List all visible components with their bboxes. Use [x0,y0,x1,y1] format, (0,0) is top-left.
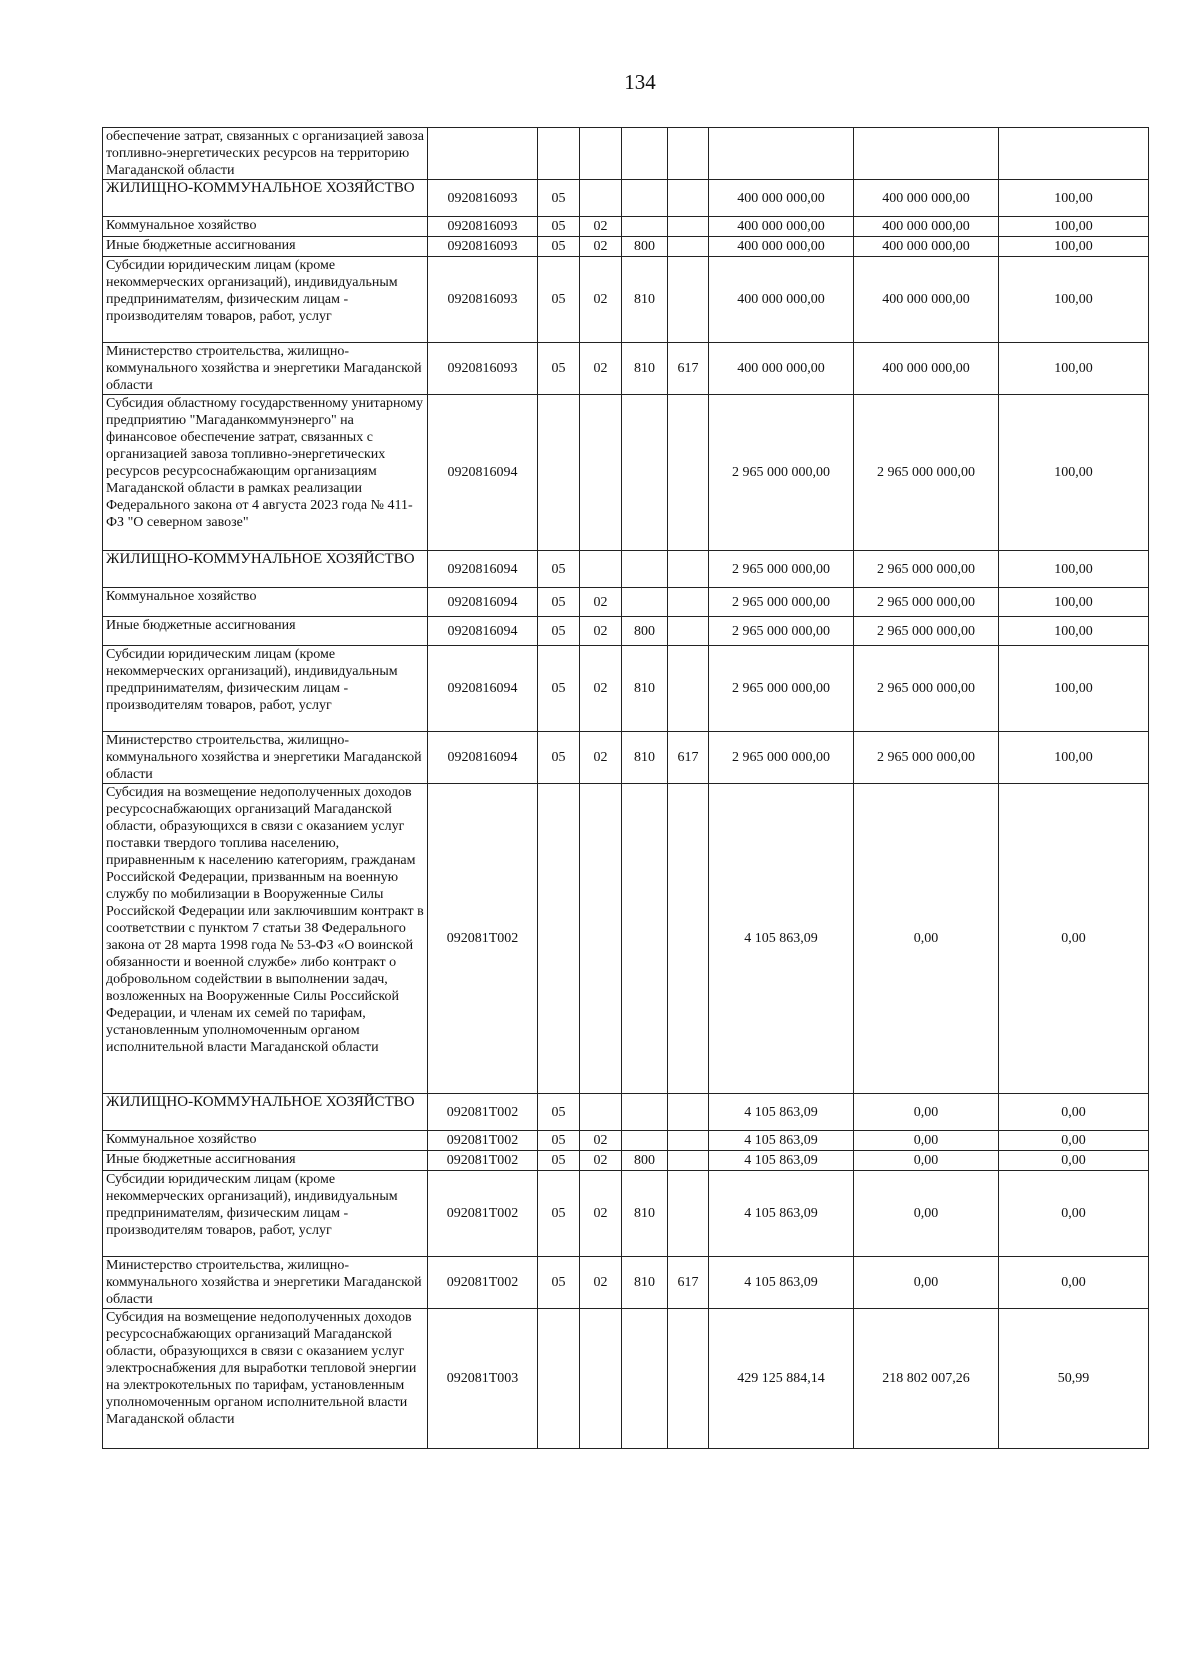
subsection-code: 02 [580,646,622,732]
table-row [103,343,1149,395]
expense-type-code: 810 [622,343,668,395]
planned-amount: 2 965 000 000,00 [709,395,854,551]
executed-amount: 0,00 [854,1257,999,1309]
planned-amount: 4 105 863,09 [709,1171,854,1257]
section-code: 05 [538,180,580,217]
planned-amount: 4 105 863,09 [709,784,854,1094]
item-name: Коммунальное хозяйство [103,588,428,617]
expense-type-code [622,128,668,180]
planned-amount: 2 965 000 000,00 [709,732,854,784]
execution-percent: 100,00 [999,343,1149,395]
target-article-code: 092081Т002 [428,1094,538,1131]
subsection-code: 02 [580,237,622,257]
expense-type-code [622,180,668,217]
planned-amount: 4 105 863,09 [709,1094,854,1131]
section-code: 05 [538,257,580,343]
expense-type-code [622,395,668,551]
target-article-code: 0920816093 [428,343,538,395]
subsection-code [580,395,622,551]
target-article-code: 092081Т002 [428,1151,538,1171]
expense-type-code [622,1309,668,1449]
target-article-code: 0920816094 [428,588,538,617]
target-article-code: 0920816093 [428,237,538,257]
executed-amount: 400 000 000,00 [854,343,999,395]
section-code: 05 [538,1094,580,1131]
execution-percent: 100,00 [999,237,1149,257]
execution-percent: 100,00 [999,395,1149,551]
administrator-code [668,551,709,588]
expense-type-code: 810 [622,257,668,343]
planned-amount: 400 000 000,00 [709,257,854,343]
administrator-code [668,1094,709,1131]
subsection-code: 02 [580,617,622,646]
expense-type-code [622,784,668,1094]
section-code: 05 [538,551,580,588]
administrator-code [668,395,709,551]
subsection-code: 02 [580,1171,622,1257]
table-row [103,551,1149,588]
planned-amount: 400 000 000,00 [709,180,854,217]
target-article-code: 0920816093 [428,180,538,217]
expense-type-code: 810 [622,732,668,784]
planned-amount: 2 965 000 000,00 [709,617,854,646]
item-name: Иные бюджетные ассигнования [103,237,428,257]
executed-amount: 2 965 000 000,00 [854,395,999,551]
section-code: 05 [538,1151,580,1171]
target-article-code [428,128,538,180]
executed-amount: 2 965 000 000,00 [854,617,999,646]
subsection-code [580,1094,622,1131]
execution-percent: 100,00 [999,217,1149,237]
expense-type-code [622,551,668,588]
administrator-code [668,1151,709,1171]
expense-type-code [622,1094,668,1131]
planned-amount: 4 105 863,09 [709,1257,854,1309]
expense-type-code [622,588,668,617]
item-name: Коммунальное хозяйство [103,1131,428,1151]
execution-percent: 0,00 [999,1257,1149,1309]
expense-type-code: 810 [622,1257,668,1309]
item-name: Министерство строительства, жилищно-коммунального хозяйства и энергетики Магаданской области [103,732,428,784]
executed-amount: 400 000 000,00 [854,257,999,343]
section-code: 05 [538,1257,580,1309]
target-article-code: 0920816094 [428,395,538,551]
expense-type-code: 800 [622,237,668,257]
subsection-code [580,180,622,217]
table-row [103,1131,1149,1151]
executed-amount: 0,00 [854,1131,999,1151]
item-name: Министерство строительства, жилищно-коммунального хозяйства и энергетики Магаданской области [103,343,428,395]
target-article-code: 0920816094 [428,732,538,784]
target-article-code: 0920816094 [428,646,538,732]
executed-amount: 0,00 [854,1171,999,1257]
execution-percent: 0,00 [999,784,1149,1094]
item-name: Иные бюджетные ассигнования [103,617,428,646]
item-name: ЖИЛИЩНО-КОММУНАЛЬНОЕ ХОЗЯЙСТВО [103,1094,428,1131]
item-name: ЖИЛИЩНО-КОММУНАЛЬНОЕ ХОЗЯЙСТВО [103,180,428,217]
subsection-code: 02 [580,1151,622,1171]
administrator-code [668,217,709,237]
target-article-code: 092081Т002 [428,1131,538,1151]
execution-percent: 100,00 [999,551,1149,588]
item-name: обеспечение затрат, связанных с организацией завоза топливно-энергетических ресурсов на территорию Магаданской области [103,128,428,180]
item-name: Субсидии юридическим лицам (кроме некоммерческих организаций), индивидуальным предпринимателям, физическим лицам - производителям товаров, работ, услуг [103,646,428,732]
section-code: 05 [538,237,580,257]
planned-amount [709,128,854,180]
subsection-code: 02 [580,1131,622,1151]
execution-percent: 100,00 [999,646,1149,732]
table-row [103,257,1149,343]
expense-type-code [622,217,668,237]
administrator-code [668,1309,709,1449]
execution-percent: 0,00 [999,1094,1149,1131]
subsection-code [580,784,622,1094]
subsection-code: 02 [580,1257,622,1309]
expense-type-code: 810 [622,1171,668,1257]
subsection-code: 02 [580,217,622,237]
administrator-code: 617 [668,343,709,395]
section-code: 05 [538,217,580,237]
subsection-code [580,551,622,588]
execution-percent: 0,00 [999,1131,1149,1151]
planned-amount: 429 125 884,14 [709,1309,854,1449]
administrator-code [668,1131,709,1151]
administrator-code [668,128,709,180]
target-article-code: 092081Т002 [428,1171,538,1257]
table-row [103,180,1149,217]
administrator-code [668,1171,709,1257]
executed-amount: 218 802 007,26 [854,1309,999,1449]
page-number: 134 [624,70,656,94]
execution-percent: 100,00 [999,617,1149,646]
expense-type-code: 810 [622,646,668,732]
planned-amount: 4 105 863,09 [709,1131,854,1151]
item-name: Субсидии юридическим лицам (кроме некоммерческих организаций), индивидуальным предпринимателям, физическим лицам - производителям товаров, работ, услуг [103,257,428,343]
item-name: ЖИЛИЩНО-КОММУНАЛЬНОЕ ХОЗЯЙСТВО [103,551,428,588]
subsection-code [580,1309,622,1449]
section-code: 05 [538,588,580,617]
item-name: Субсидия на возмещение недополученных доходов ресурсоснабжающих организаций Магаданской области, образующихся в связи с оказанием услуг поставки твердого топлива населению, приравненным к населению категориям, гражданам Российской Федерации, призванным на военную службу по мобилизации в Вооруженные Силы Российской Федерации или заключившим контракт в соответствии с пунктом 7 статьи 38 Федерального закона от 28 марта 1998 года № 53-ФЗ «О воинской обязанности и военной службе» либо контракт о добровольном содействии в выполнении задач, возложенных на Вооруженные Силы Российской Федерации, и членам их семей по тарифам, установленным уполномоченным органом исполнительной власти Магаданской области [103,784,428,1094]
execution-percent: 100,00 [999,588,1149,617]
execution-percent [999,128,1149,180]
execution-percent: 0,00 [999,1171,1149,1257]
administrator-code [668,617,709,646]
executed-amount: 2 965 000 000,00 [854,646,999,732]
execution-percent: 0,00 [999,1151,1149,1171]
table-row [103,1151,1149,1171]
administrator-code [668,237,709,257]
section-code [538,128,580,180]
expense-type-code: 800 [622,617,668,646]
administrator-code [668,588,709,617]
executed-amount: 2 965 000 000,00 [854,732,999,784]
section-code: 05 [538,1131,580,1151]
executed-amount: 2 965 000 000,00 [854,588,999,617]
planned-amount: 400 000 000,00 [709,217,854,237]
planned-amount: 2 965 000 000,00 [709,646,854,732]
subsection-code: 02 [580,257,622,343]
subsection-code: 02 [580,588,622,617]
table-row [103,646,1149,732]
item-name: Субсидия на возмещение недополученных доходов ресурсоснабжающих организаций Магаданской области, образующихся в связи с оказанием услуг электроснабжения для выработки тепловой энергии на электрокотельных по тарифам, установленным уполномоченным органом исполнительной власти Магаданской области [103,1309,428,1449]
planned-amount: 2 965 000 000,00 [709,588,854,617]
section-code: 05 [538,732,580,784]
table-row [103,128,1149,180]
executed-amount: 0,00 [854,784,999,1094]
executed-amount: 2 965 000 000,00 [854,551,999,588]
budget-table [102,127,1149,1449]
execution-percent: 100,00 [999,257,1149,343]
execution-percent: 100,00 [999,732,1149,784]
table-row [103,217,1149,237]
subsection-code: 02 [580,732,622,784]
executed-amount: 0,00 [854,1094,999,1131]
section-code: 05 [538,343,580,395]
table-row [103,1257,1149,1309]
administrator-code [668,784,709,1094]
table-row [103,588,1149,617]
execution-percent: 50,99 [999,1309,1149,1449]
subsection-code [580,128,622,180]
administrator-code [668,646,709,732]
item-name: Субсидии юридическим лицам (кроме некоммерческих организаций), индивидуальным предпринимателям, физическим лицам - производителям товаров, работ, услуг [103,1171,428,1257]
expense-type-code [622,1131,668,1151]
executed-amount: 400 000 000,00 [854,180,999,217]
item-name: Коммунальное хозяйство [103,217,428,237]
item-name: Иные бюджетные ассигнования [103,1151,428,1171]
target-article-code: 092081Т002 [428,1257,538,1309]
executed-amount [854,128,999,180]
item-name: Министерство строительства, жилищно-коммунального хозяйства и энергетики Магаданской области [103,1257,428,1309]
section-code: 05 [538,1171,580,1257]
target-article-code: 092081Т003 [428,1309,538,1449]
target-article-code: 0920816094 [428,617,538,646]
planned-amount: 4 105 863,09 [709,1151,854,1171]
target-article-code: 0920816093 [428,217,538,237]
execution-percent: 100,00 [999,180,1149,217]
planned-amount: 400 000 000,00 [709,343,854,395]
table-row [103,1094,1149,1131]
budget-table-body [103,128,1149,1449]
executed-amount: 400 000 000,00 [854,217,999,237]
table-row [103,1309,1149,1449]
administrator-code [668,180,709,217]
target-article-code: 092081Т002 [428,784,538,1094]
administrator-code [668,257,709,343]
section-code [538,784,580,1094]
table-row [103,395,1149,551]
target-article-code: 0920816093 [428,257,538,343]
planned-amount: 400 000 000,00 [709,237,854,257]
table-row [103,1171,1149,1257]
subsection-code: 02 [580,343,622,395]
executed-amount: 400 000 000,00 [854,237,999,257]
target-article-code: 0920816094 [428,551,538,588]
administrator-code: 617 [668,1257,709,1309]
table-row [103,237,1149,257]
section-code [538,395,580,551]
section-code [538,1309,580,1449]
expense-type-code: 800 [622,1151,668,1171]
section-code: 05 [538,617,580,646]
table-row [103,784,1149,1094]
section-code: 05 [538,646,580,732]
table-row [103,617,1149,646]
executed-amount: 0,00 [854,1151,999,1171]
table-row [103,732,1149,784]
item-name: Субсидия областному государственному унитарному предприятию "Магаданкоммунэнерго" на финансовое обеспечение затрат, связанных с организацией завоза топливно-энергетических ресурсов ресурсоснабжающим организациям Магаданской области в рамках реализации Федерального закона от 4 августа 2023 года № 411-ФЗ "О северном завозе" [103,395,428,551]
administrator-code: 617 [668,732,709,784]
planned-amount: 2 965 000 000,00 [709,551,854,588]
